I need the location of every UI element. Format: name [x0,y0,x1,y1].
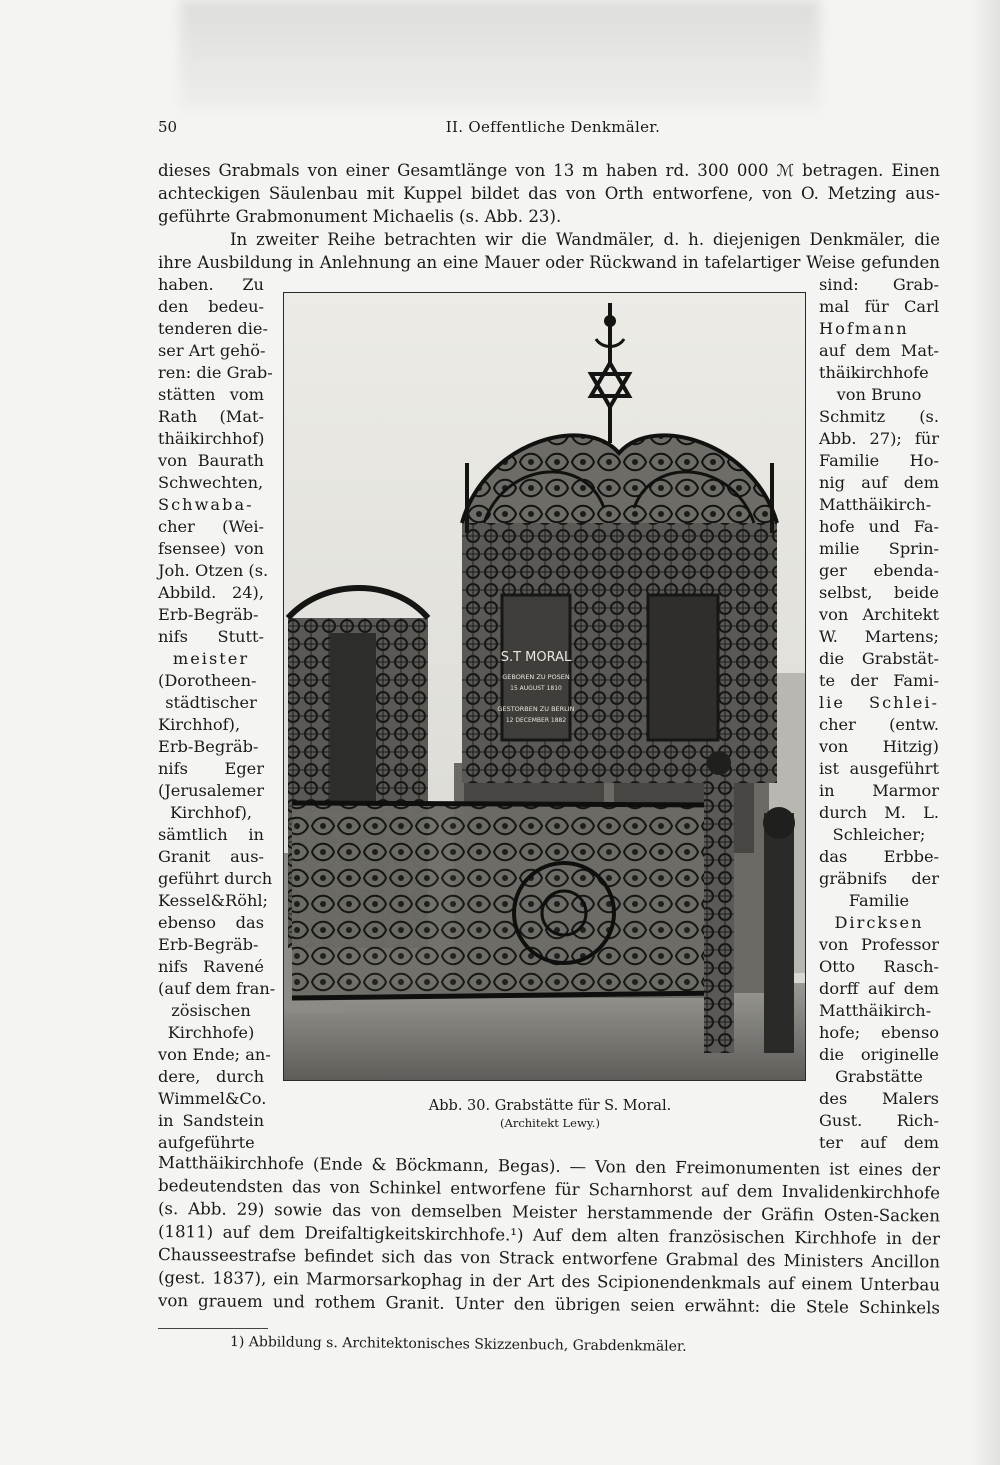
left-text-column [158,274,276,1154]
column-line: cher (Wei- [158,517,264,536]
column-line: Schwaba- [158,495,254,514]
column-line: aufgeführte [158,1133,255,1152]
column-line: von Ende; an- [158,1045,271,1064]
body-line: (1811) auf dem Dreifaltigkeitskirchhofe.¹) Auf dem alten französischen Kirchhofe in der [157,1222,941,1249]
column-line: Schmitz (s. [819,407,939,426]
column-line: hofe und Fa- [819,517,939,536]
column-line: Erb-Begräb- [158,605,259,624]
column-line: sind: Grab- [819,275,939,294]
column-line: Rath (Mat- [158,407,264,426]
column-line: Schleicher; [832,825,926,844]
column-line: W. Martens; [819,627,939,646]
column-line: die Grabstät- [819,649,939,668]
column-line: Familie Ho- [819,451,939,470]
column-line: von Baurath [158,451,264,470]
column-line: nifs Eger [158,759,264,778]
page-edge-shadow [970,0,1000,1465]
column-line: milie Sprin- [819,539,939,558]
running-title: II. Oeffentliche Denkmäler. [445,118,661,136]
column-line: Abbild. 24), [158,583,264,602]
column-line: Kirchhof), [169,803,253,822]
plaque-line: GESTORBEN ZU BERLIN [497,705,575,713]
column-line: von Bruno [836,385,922,404]
column-line: Kirchhof), [158,715,241,734]
running-header [158,118,948,142]
column-line: hofe; ebenso [819,1023,939,1042]
footnote-rule [158,1328,268,1329]
column-line: (Dorotheen- [158,671,257,690]
column-line: Erb-Begräb- [158,737,259,756]
column-line: Joh. Otzen (s. [158,561,269,580]
column-line: tenderen die- [158,319,268,338]
column-line: auf dem Mat- [819,341,939,360]
body-line: (gest. 1837), ein Marmorsarkophag in der Art des Scipionendenkmals auf einem Unterbau [157,1268,941,1295]
plaque-line: 12 DECEMBER 1882 [505,717,567,724]
column-line: sämtlich in [158,825,264,844]
column-line: Grabstätte [835,1067,923,1086]
column-line: Matthäikirch- [819,1001,932,1020]
body-line: ihre Ausbildung in Anlehnung an eine Mauer oder Rückwand in tafelartiger Weise gefunden [158,253,940,272]
plaque-line: 15 AUGUST 1810 [510,685,562,692]
column-line: Dircksen [834,913,924,932]
column-line: zösischen [171,1001,251,1020]
body-line: bedeutendsten das von Schinkel entworfene für Scharnhorst auf dem Invalidenkirchhofe [157,1176,941,1203]
column-line: nifs Ravené [158,957,264,976]
column-line: in Marmor [819,781,939,800]
plaque-line: GEBOREN ZU POSEN [502,673,570,681]
footnote: 1) Abbildung s. Architektonisches Skizzenbuch, Grabdenkmäler. [229,1334,687,1355]
column-line: ger ebenda- [819,561,939,580]
column-line: Erb-Begräb- [158,935,259,954]
column-line: Wimmel&Co. [158,1089,267,1108]
column-line: dere, durch [158,1067,264,1086]
body-line: (s. Abb. 29) sowie das von demselben Meister herstammende der Gräfin Osten-Sacken [157,1199,941,1226]
body-line: von grauem und rothem Granit. Unter den übrigen seien erwähnt: die Stele Schinkels [157,1291,941,1318]
column-line: Gust. Rich- [819,1111,939,1130]
column-line: den bedeu- [158,297,264,316]
column-line: Matthäikirch- [819,495,932,514]
body-line: dieses Grabmals von einer Gesamtlänge von 13 m haben rd. 300 000 ℳ betragen. Einen [158,161,940,180]
column-line: ebenso das [158,913,264,932]
column-line: fsensee) von [158,539,264,558]
column-line: (Jerusalemer [158,781,264,800]
column-line: Kirchhofe) [167,1023,255,1042]
column-line: thäikirchhofe [819,363,929,382]
bleed-through-shadow [180,0,820,110]
column-line: von Hitzig) [819,737,939,756]
column-line: ren: die Grab- [158,363,273,382]
column-line: stätten vom [158,385,264,404]
column-line: selbst, beide [819,583,939,602]
column-line: mal für Carl [819,297,939,316]
page-number: 50 [158,118,178,136]
column-line: Granit aus- [158,847,264,866]
column-line: nig auf dem [819,473,939,492]
grave-illustration [284,293,805,1080]
figure-grave-moral [283,292,806,1081]
caption-text: Abb. 30. Grabstätte für S. Moral. [428,1098,672,1114]
column-line: Schwechten, [158,473,264,492]
body-line: geführte Grabmonument Michaelis (s. Abb. 23). [158,207,562,226]
column-line: gräbnifs der [819,869,939,888]
column-line: die originelle [819,1045,939,1064]
column-line: Kessel&Röhl; [158,891,269,910]
body-line: achteckigen Säulenbau mit Kuppel bildet das von Orth entworfene, von O. Metzing aus- [158,184,940,203]
column-line: geführt durch [158,869,273,888]
column-line: (auf dem fran- [158,979,276,998]
column-line: dorff auf dem [819,979,939,998]
column-line: cher (entw. [819,715,939,734]
body-line: Matthäikirchhofe (Ende & Böckmann, Begas). — Von den Freimonumenten ist eines der [157,1153,941,1180]
column-line: ist ausgeführt [819,759,939,778]
column-line: in Sandstein [158,1111,264,1130]
column-line: Familie [848,891,910,910]
column-line: von Professor [819,935,939,954]
paragraph-start-line: In zweiter Reihe betrachten wir die Wandmäler, d. h. diejenigen Denkmäler, die [230,230,940,249]
caption-credit: (Architekt Lewy.) [500,1116,600,1130]
column-line: städtischer [165,693,257,712]
column-line: Otto Rasch- [819,957,939,976]
column-line: ser Art gehö- [158,341,266,360]
body-line: Chausseestrafse befindet sich das von Strack entworfene Grabmal des Ministers Ancillon [157,1245,941,1272]
column-line: das Erbbe- [819,847,939,866]
column-line: ter auf dem [819,1133,939,1152]
right-text-column [819,274,939,1154]
column-line: Abb. 27); für [819,429,939,448]
column-line: lie Schlei- [819,693,939,712]
column-line: des Malers [819,1089,939,1108]
column-line: te der Fami- [819,671,939,690]
figure-caption [380,1098,720,1130]
plaque-line: S.T MORAL [500,650,572,665]
column-line: nifs Stutt- [158,627,264,646]
column-line: thäikirchhof) [158,429,265,448]
column-line: von Architekt [819,605,939,624]
column-line: Hofmann [819,319,909,338]
column-line: meister [172,649,250,668]
column-line: durch M. L. [819,803,939,822]
column-line: haben. Zu [158,275,264,294]
